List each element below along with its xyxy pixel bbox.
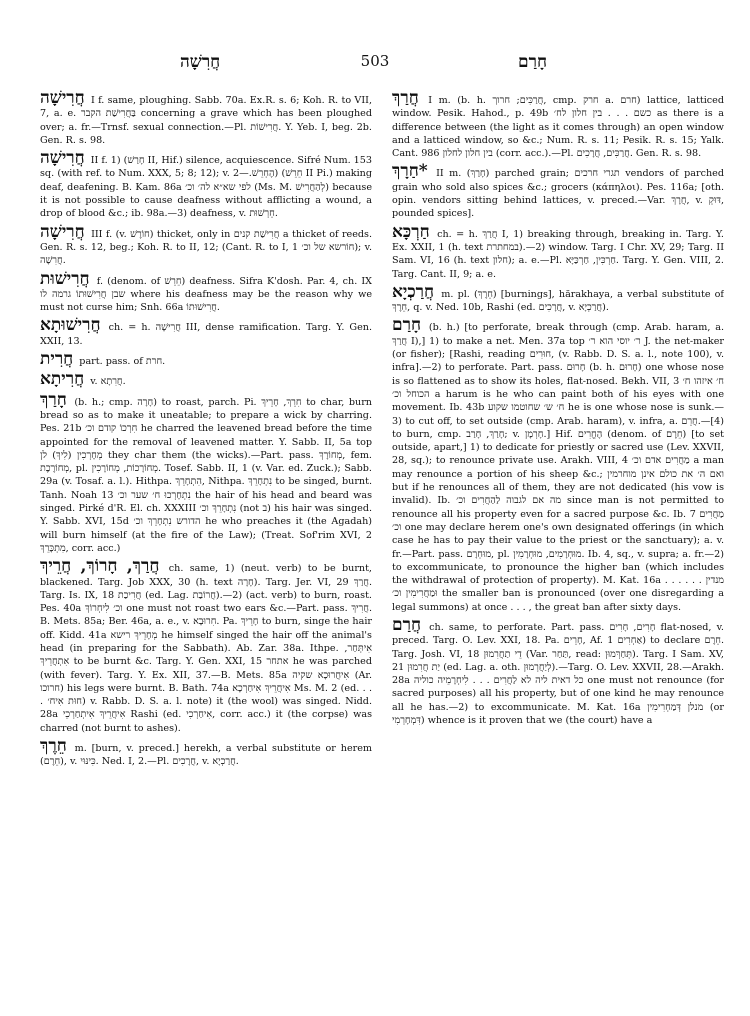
entry-definition: II f. 1) (חָרַשׁ II, Hif.) silence, acquiescence. Sifré Num. 153 sq. (with ref. to Num. XXX, 5; 8; 12); v. הֶחְרֵשׁ.—2) (חֵרֵשׁ II Pi.) making deaf, deafening. B. Kam. 86a לפי שא״א לה׳ וכ׳ (Ms. M. לְהַחֲרִישׁ) because it is not possible to cause deafness without afflicting a wound, a drop of blood &c.; ib. 98a.—3) deafness, v. חֵרְשׁוּת. (40, 155, 372, 220)
entry-definition: part. pass. of חרת. (76, 356, 166, 368)
entry-headword: חֲרַךְ (392, 90, 419, 108)
page-number: 503 (360, 52, 390, 70)
entry-headword: חַרְכָּא (392, 221, 430, 242)
entry-definition: ch. = h. חֲרַךְ I, 1) breaking through, breaking in. Targ. Y. Ex. XXII, 1 (h. text במחתרת).—2) window. Targ. I Chr. XV, 29; Targ. II Sam. VI, 16 (h. text חלון); a. e.—Pl. חַרְכִּין, חַרְכַּיָּא. Targ. Y. Gen. VIII, 2. Targ. Cant. II, 9; a. e. (392, 228, 724, 280)
entry-headword: חָרַךְ (40, 389, 67, 410)
dictionary-entry (392, 614, 724, 727)
entry-definition: ch. = h. חֲרִישָׁה III, dense ramification. Targ. Y. Gen. XXII, 13. (40, 322, 372, 347)
header-left-word: חֲרִשָׁה (180, 52, 221, 72)
running-header (0, 52, 750, 76)
entry-headword: חָרַם (392, 315, 422, 336)
entry-headword: חֲרִישׁוּתָא (40, 315, 101, 336)
entry-definition: v. חֲרִתָא. (87, 376, 126, 388)
entry-definition: I m. (b. h. חֲרַכִּים; חרוך, cmp. חרק a. חרם) lattice, latticed window. Pesik. Hahod., p. 49b כשם . . . בין חלון לח׳ as there is a difference between (the light as it comes through) an open window and a latticed window, so &c.; Num. R. s. 11; Pesik. R. s. 15; Yalk. Cant. 986 בין חלון לחלון (corr. acc.).—Pl. חֲרַכִּים, חֲרָכִים. Gen. R. s. 98. (392, 95, 724, 160)
entry-definition: f. (denom. of חֵרֵשׁ) deafness. Sifra K'dosh. Par. 4, ch. IX שבן חֲרִישׁוּתוֹ גרמה לו where his deafness may be the reason why we must not curse him; Snh. 66a חֲרִישׁוּתוֹ. (40, 275, 372, 314)
right-column (392, 90, 724, 1008)
dictionary-entry (40, 371, 372, 388)
dictionary-entry (40, 150, 372, 220)
entry-definition: II m. (חָרַךְ) parched grain; תגרי חרכים vendors of parched grain who sold also spices &c.; grocers (κάπηλοι). Pes. 116a; [oth. opin. vendors sitting behind lattices, v. preced.—Var. חֲרָךְ, v. דּוּקְ, pounded spices]. (392, 168, 724, 220)
entry-headword: חֲרִישָׁה (40, 148, 85, 169)
entry-definition: m. [burn, v. preced.] herekh, a verbal substitute or herem (חֵרֶם), v. כִּינּוּי. Ned. I, 2.—Pl. חֲרָכִים, v. חֲרַכְיָא. (40, 743, 372, 768)
dictionary-entry (392, 221, 724, 281)
dictionary-entry (392, 281, 724, 315)
entry-definition: III f. (v. חוֹרֶשׁ) thicket, only in חֲרִישַׁת קנים a thicket of reeds. Gen. R. s. 12, beg.; Koh. R. to II, 12; (Cant. R. to I, 1 חוֹרשא של וכ׳); v. חֲרִשָׁה. (40, 228, 372, 267)
header-right-word: חָרַם (518, 52, 548, 72)
entry-headword: חֲרִישָׁה (40, 221, 85, 242)
entry-headword: חֲרַכְיָא (392, 281, 435, 302)
dictionary-entry (40, 90, 372, 147)
entry-headword: חֲרִית (40, 349, 74, 370)
dictionary-entry (40, 317, 372, 348)
dictionary-entry (40, 351, 372, 368)
entry-headword: חֲרִישׁוּת (40, 268, 90, 289)
entry-headword: חֵרֶךְ (40, 736, 67, 757)
dictionary-entry (392, 90, 724, 160)
dictionary-entry (40, 558, 372, 735)
entry-definition: (b. h.; cmp. חָרָה) to roast, parch. Pi. חִרֵךְ, חָרֵיךְ to char, burn bread so as to make it uneatable; to prepare a wick by charring. Pes. 21b חִרְכוֹ קודם וכ׳ he charred the leavened bread before the time appointed for the removal of leavened matter. Y. Sabb. II, 5a top מְחָרְכִין (לִיךְ) לן they char them (the wicks).—Part. pass. מְחוֹרָךְ, fem. מְחוֹרֶכֶת, pl. מְחוֹרָכוֹת, מְחוֹרָכִין. Tosef. Sabb. II, 1 (v. Var. ed. Zuck.); Sabb. 29a (v. Tosaf. a. l.). Hithpa. הִתְחָרֵךְ, Nithpa. נִתְחָרֵךְ to be singed, burnt. Tanh. Noah 13 נִתְחָרְכוּ ח׳ שער וכ׳ the hair of his head and beard was singed. Pirké d'R. El. ch. XXXIII נִתְחָרֵךְ וכ׳ (not ב) his hair was singed. Y. Sabb. XVI, 15d הדורש נִתְחָרֵךְ וכ׳ he who preaches it (the Agadah) will burn himself (at the fire of the Law); (Treat. Sof'rim XVI, 2 מִתְכָּרֵךְ, corr. acc.) (40, 396, 372, 554)
entry-definition: I f. same, ploughing. Sabb. 70a. Ex.R. s. 6; Koh. R. to VII, 7, a. e. בַּחֲרִישַׁת הקבר concerning a grave which has been ploughed over; a. fr.—Trnsf. sexual connection.—Pl. חֲרִישׁוֹת. Y. Yeb. I, beg. 2b. Gen. R. s. 98. (40, 95, 372, 146)
entry-headword: *חַרָךְ (392, 161, 428, 182)
entry-definition: m. pl. (חֵרֶךְ) [burnings], hărakhaya, a verbal substitute of חֵרֶךְ, q. v. Ned. 10b, Rashi (ed. חֲרָכִים, v. חֲרַכְיָא). (392, 288, 724, 314)
dictionary-entry (40, 268, 372, 315)
entry-definition: (b. h.) [to perforate, break through (cmp. Arab. haram, a. חֲרַךְ I),] 1) to make a net. Men. 37a top ר׳ יוסי הוא ר׳ J. the net-maker (or fisher); [Rashi, reading חוּרִים, (v. Rabb. D. S. a. l., note 100), v. infra].—2) to perforate. Part. pass. חָרוּם (b. h. חָרוּם) one whose nose is so flattened as to show its holes, flat-nosed. Bekh. VII, 3 ח׳ איזהו ח׳ הכוחל וכ׳ a harum is he who can paint both of his eyes with one movement. Ib. 43b ח׳ ש׳ שחוטמו שקוע he is one whose nose is sunk.—3) to cut off, to set outside (cmp. Arab. haram), v. infra, a. חֲרֵם.—[4) to burn, cmp. חָרַךְ, חָרַב; v. חָרְמָן.] Hif. הֶחֱרִים (denom. of חֵרֶם) [to set outside, apart,] 1) to dedicate for priestly or sacred use (Lev. XXVII, 28, sq.); to renounce private use. Arakh. VIII, 4 מַחֲרִים אדם וכ׳ a man may renounce a portion of his sheep &c.; ואם ה׳ את כולם אינן מוחרמין but if he renounces all of them, they are not dedicated (his vow is invalid). Ib. מה אם לגבוה לַהַחֲרִים וכ׳ since man is not permitted to renounce all his property even for a sacred purpose &c. Ib. 7 מַחֲרִים וכ׳ one may declare herem one's own designated offerings (in which case he has to pay their value to the priest or the sanctuary); a. v. fr.—Part. pass. מוּחְרָם, pl. מוּחְרָמִים, מוּחְרָמִין. Ib. 4, sq., v. supra; a. fr.—2) to excommunicate, to pronounce the higher ban (which includes the withdrawal of protection of property). M. Kat. 16a . . . מנדין . . . וּמַחֲרִימִין וכ׳ the smaller ban is pronounced (over one disregarding a legal summons) at once . . . , the great ban after sixty days. (392, 322, 724, 613)
dictionary-entry (392, 317, 724, 614)
dictionary-entry (40, 221, 372, 268)
entry-headword: חֲרַךְ, חָרוֹךְ, חֲרֵיךְ (40, 556, 160, 577)
entry-definition: ch. same, to perforate. Part. pass. חָרִים, חָרִים flat-nosed, v. preced. Targ. O. Lev. XXI, 18. Pa. חָרֵים, Af. אַחְרִים 1) to declare חֵרֶם. Targ. Josh. VI, 18 דֵי תַחֲרִמוּן (Var. תַּחַר, read: תְּחַרְּמוּן). Targ. I Sam. XV, 21 יַת חֲרִמוּן (ed. Lag. a. oth. לְיַחֲרְמוּן).—Targ. O. Lev. XXVII, 28.—Arakh. 28a כל דאית ליה לא לַחֲרִים . . . לִיחְרָמֵיה כוליה one must not renounce (for sacred purposes) all his property, but of one kind he may renounce all he has.—2) to excommunicate. M. Kat. 16a מנלן דְּמַחְרִימִין (or דִּמְחָרְמִי) whence is it proven that we (the court) have a (392, 621, 724, 727)
entry-headword: חֲרִיתָא (40, 369, 85, 390)
dictionary-entry (392, 163, 724, 220)
left-column (40, 90, 372, 1008)
entry-definition: ch. same, 1) (neut. verb) to be burnt, blackened. Targ. Job XXX, 30 (h. text חָרָה). Targ. Jer. VI, 29 חֲרַךְ. Targ. Is. IX, 18 חֲרִיכַת (ed. Lag. חֲרוֹבַת).—2) (act. verb) to burn, roast. Pes. 40a וכ׳ לִיחְרוֹךְ one must not roast two ears &c.—Part. pass. חֲרִיךְ. B. Mets. 85a; Ber. 46a, a. e., v. חִרוּבָא. Pa. חָרֵיךְ to burn, singe the hair off. Kidd. 41a מְחָרֵיךְ רישא he himself singed the hair off the animal's head (in preparing for the Sabbath). Ab. Zar. 38a. Ithpe. אִיתְּחַר, אִתְחֲרֵיךְ to be burnt &c. Targ. Y. Gen. XXI, 15 אתחר he was parched (with fever). Targ. Y. Ex. XII, 37.—B. Mets. 85a אִיחֲרוּכָא שקיה (Ar. חרוכו) his legs were burnt. B. Bath. 74a אִיחֲרֵיךְ אִיחַרְכָא Ms. M. 2 (ed. . . . חוּת אִיח׳) v. Rabb. D. S. a. l. note) it (the wool) was singed. Nidd. 28a אִיחֲרֵיךְ אִיתְחַרְכֵי Rashi (ed. אִיחַרְכִי, corr. acc.) it (the corpse) was charred (not burnt to ashes). (40, 563, 372, 734)
entry-headword: חֲרַם (392, 614, 422, 635)
dictionary-entry (40, 389, 372, 556)
entry-headword: חֲרִישָׁה (40, 90, 85, 108)
dictionary-entry (40, 738, 372, 769)
